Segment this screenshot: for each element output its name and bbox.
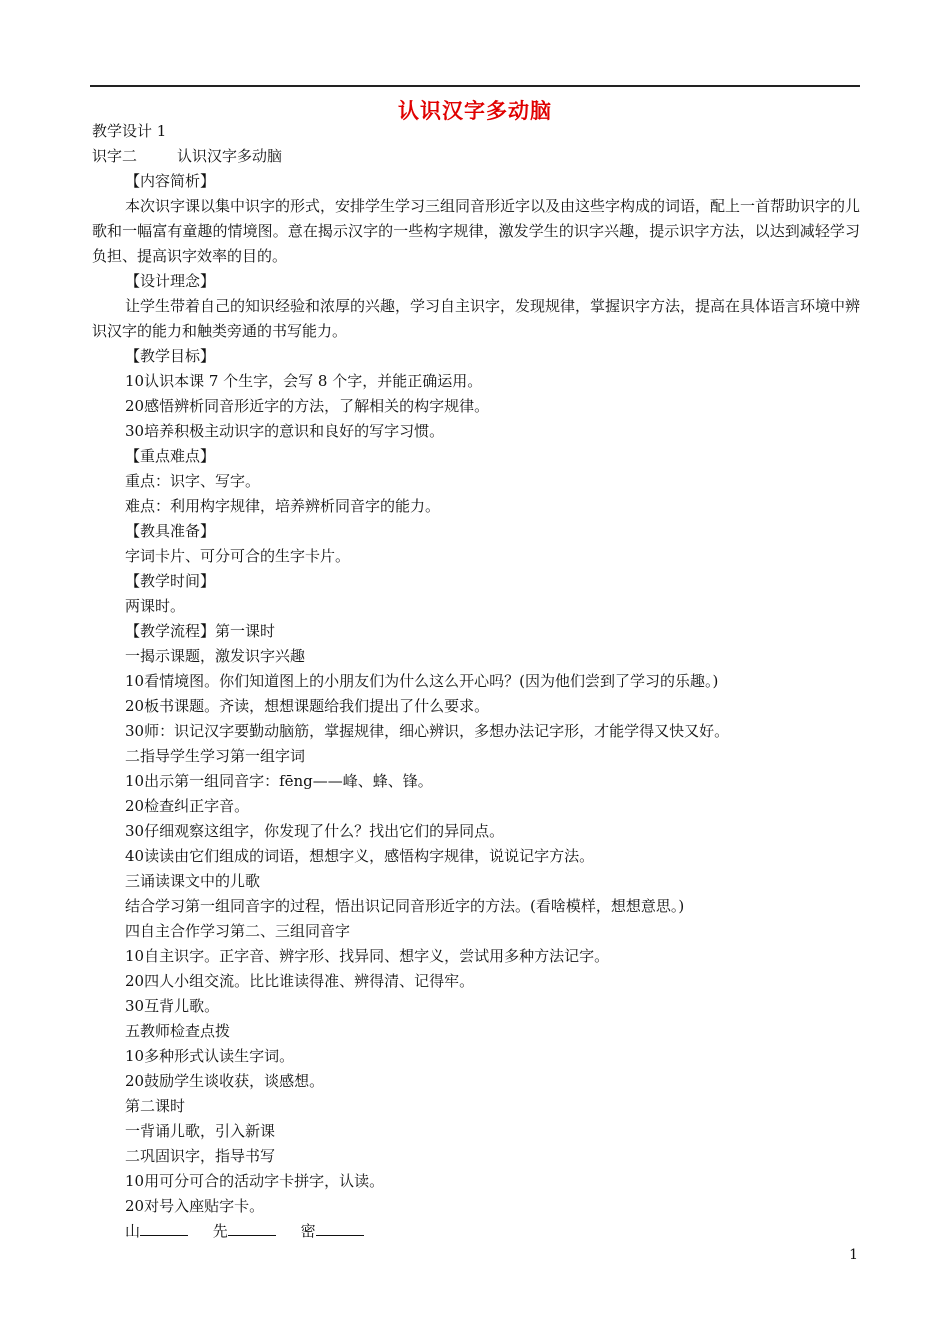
flow-line: 二指导学生学习第一组字词 [125, 747, 306, 765]
section-heading: 【教学时间】 [125, 572, 216, 590]
section-heading: 【重点难点】 [125, 447, 216, 465]
header-rule [90, 85, 860, 87]
blank-line [316, 1219, 364, 1236]
lesson-line [92, 144, 950, 169]
flow-line: 10看情境图。你们知道图上的小朋友们为什么这么开心吗？(因为他们尝到了学习的乐趣。) [125, 672, 719, 690]
flow-line: 五教师检查点拨 [125, 1022, 231, 1040]
document-body [0, 119, 950, 1244]
section-heading: 【教具准备】 [125, 522, 216, 540]
goal-item: 20感悟辨析同音形近字的方法，了解相关的构字规律。 [125, 397, 490, 415]
flow-line: 20检查纠正字音。 [125, 797, 250, 815]
flow-line: 三诵读课文中的儿歌 [125, 872, 261, 890]
section-heading: 【教学流程】第一课时 [125, 622, 276, 640]
content-paragraph: 本次识字课以集中识字的形式，安排学生学习三组同音形近字以及由这些字构成的词语，配上一首帮助识字的儿歌和一幅富有童趣的情境图。意在揭示汉字的一些构字规律，激发学生的识字兴趣，提示识字方法，以达到减轻学习负担、提高识字效率的目的。 [92, 197, 861, 265]
section-heading: 【设计理念】 [125, 272, 216, 290]
section-heading: 【教学目标】 [125, 347, 216, 365]
flow-line: 一背诵儿歌，引入新课 [125, 1122, 276, 1140]
blank-line [228, 1219, 276, 1236]
flow-line: 30互背儿歌。 [125, 997, 220, 1015]
flow-line: 30仔细观察这组字，你发现了什么？找出它们的异同点。 [125, 822, 505, 840]
blank-char: 山 [125, 1222, 141, 1240]
tools-text: 字词卡片、可分可合的生字卡片。 [125, 547, 351, 565]
fill-blank-row [125, 1219, 950, 1244]
flow-line: 20鼓励学生谈收获，谈感想。 [125, 1072, 325, 1090]
lesson-name: 认识汉字多动脑 [177, 147, 283, 165]
design-label: 教学设计 1 [92, 122, 167, 140]
flow-line: 结合学习第一组同音字的过程，悟出识记同音形近字的方法。(看啥模样，想想意思。) [125, 897, 685, 915]
flow-line: 第二课时 [125, 1097, 186, 1115]
flow-line: 二巩固识字，指导书写 [125, 1147, 276, 1165]
flow-line: 30师：识记汉字要勤动脑筋，掌握规律，细心辨识，多想办法记字形，才能学得又快又好。 [125, 722, 730, 740]
flow-line: 10出示第一组同音字：fēng——峰、蜂、锋。 [125, 772, 433, 790]
goal-item: 30培养积极主动识字的意识和良好的写字习惯。 [125, 422, 445, 440]
flow-line: 四自主合作学习第二、三组同音字 [125, 922, 351, 940]
flow-line: 一揭示课题，激发识字兴趣 [125, 647, 306, 665]
blank-char: 密 [300, 1222, 316, 1240]
difficulty-point: 难点：利用构字规律，培养辨析同音字的能力。 [125, 497, 441, 515]
flow-line: 10多种形式认读生字词。 [125, 1047, 295, 1065]
flow-line: 40读读由它们组成的词语，想想字义，感悟构字规律，说说记字方法。 [125, 847, 595, 865]
concept-paragraph: 让学生带着自己的知识经验和浓厚的兴趣，学习自主识字，发现规律，掌握识字方法，提高在具体语言环境中辨识汉字的能力和触类旁通的书写能力。 [92, 297, 861, 340]
document-title: 认识汉字多动脑 [398, 98, 552, 123]
flow-line: 20板书课题。齐读，想想课题给我们提出了什么要求。 [125, 697, 490, 715]
page-number: 1 [849, 1247, 858, 1263]
goal-item: 10认识本课 7 个生字，会写 8 个字，并能正确运用。 [125, 372, 483, 390]
key-point: 重点：识字、写字。 [125, 472, 261, 490]
flow-line: 10自主识字。正字音、辨字形、找异同、想字义，尝试用多种方法记字。 [125, 947, 610, 965]
time-text: 两课时。 [125, 597, 186, 615]
flow-line: 10用可分可合的活动字卡拼字，认读。 [125, 1172, 385, 1190]
section-heading: 【内容简析】 [125, 172, 216, 190]
lesson-code: 识字二 [92, 147, 138, 165]
flow-line: 20对号入座贴字卡。 [125, 1197, 265, 1215]
blank-line [140, 1219, 188, 1236]
flow-line: 20四人小组交流。比比谁读得准、辨得清、记得牢。 [125, 972, 475, 990]
blank-char: 先 [212, 1222, 228, 1240]
